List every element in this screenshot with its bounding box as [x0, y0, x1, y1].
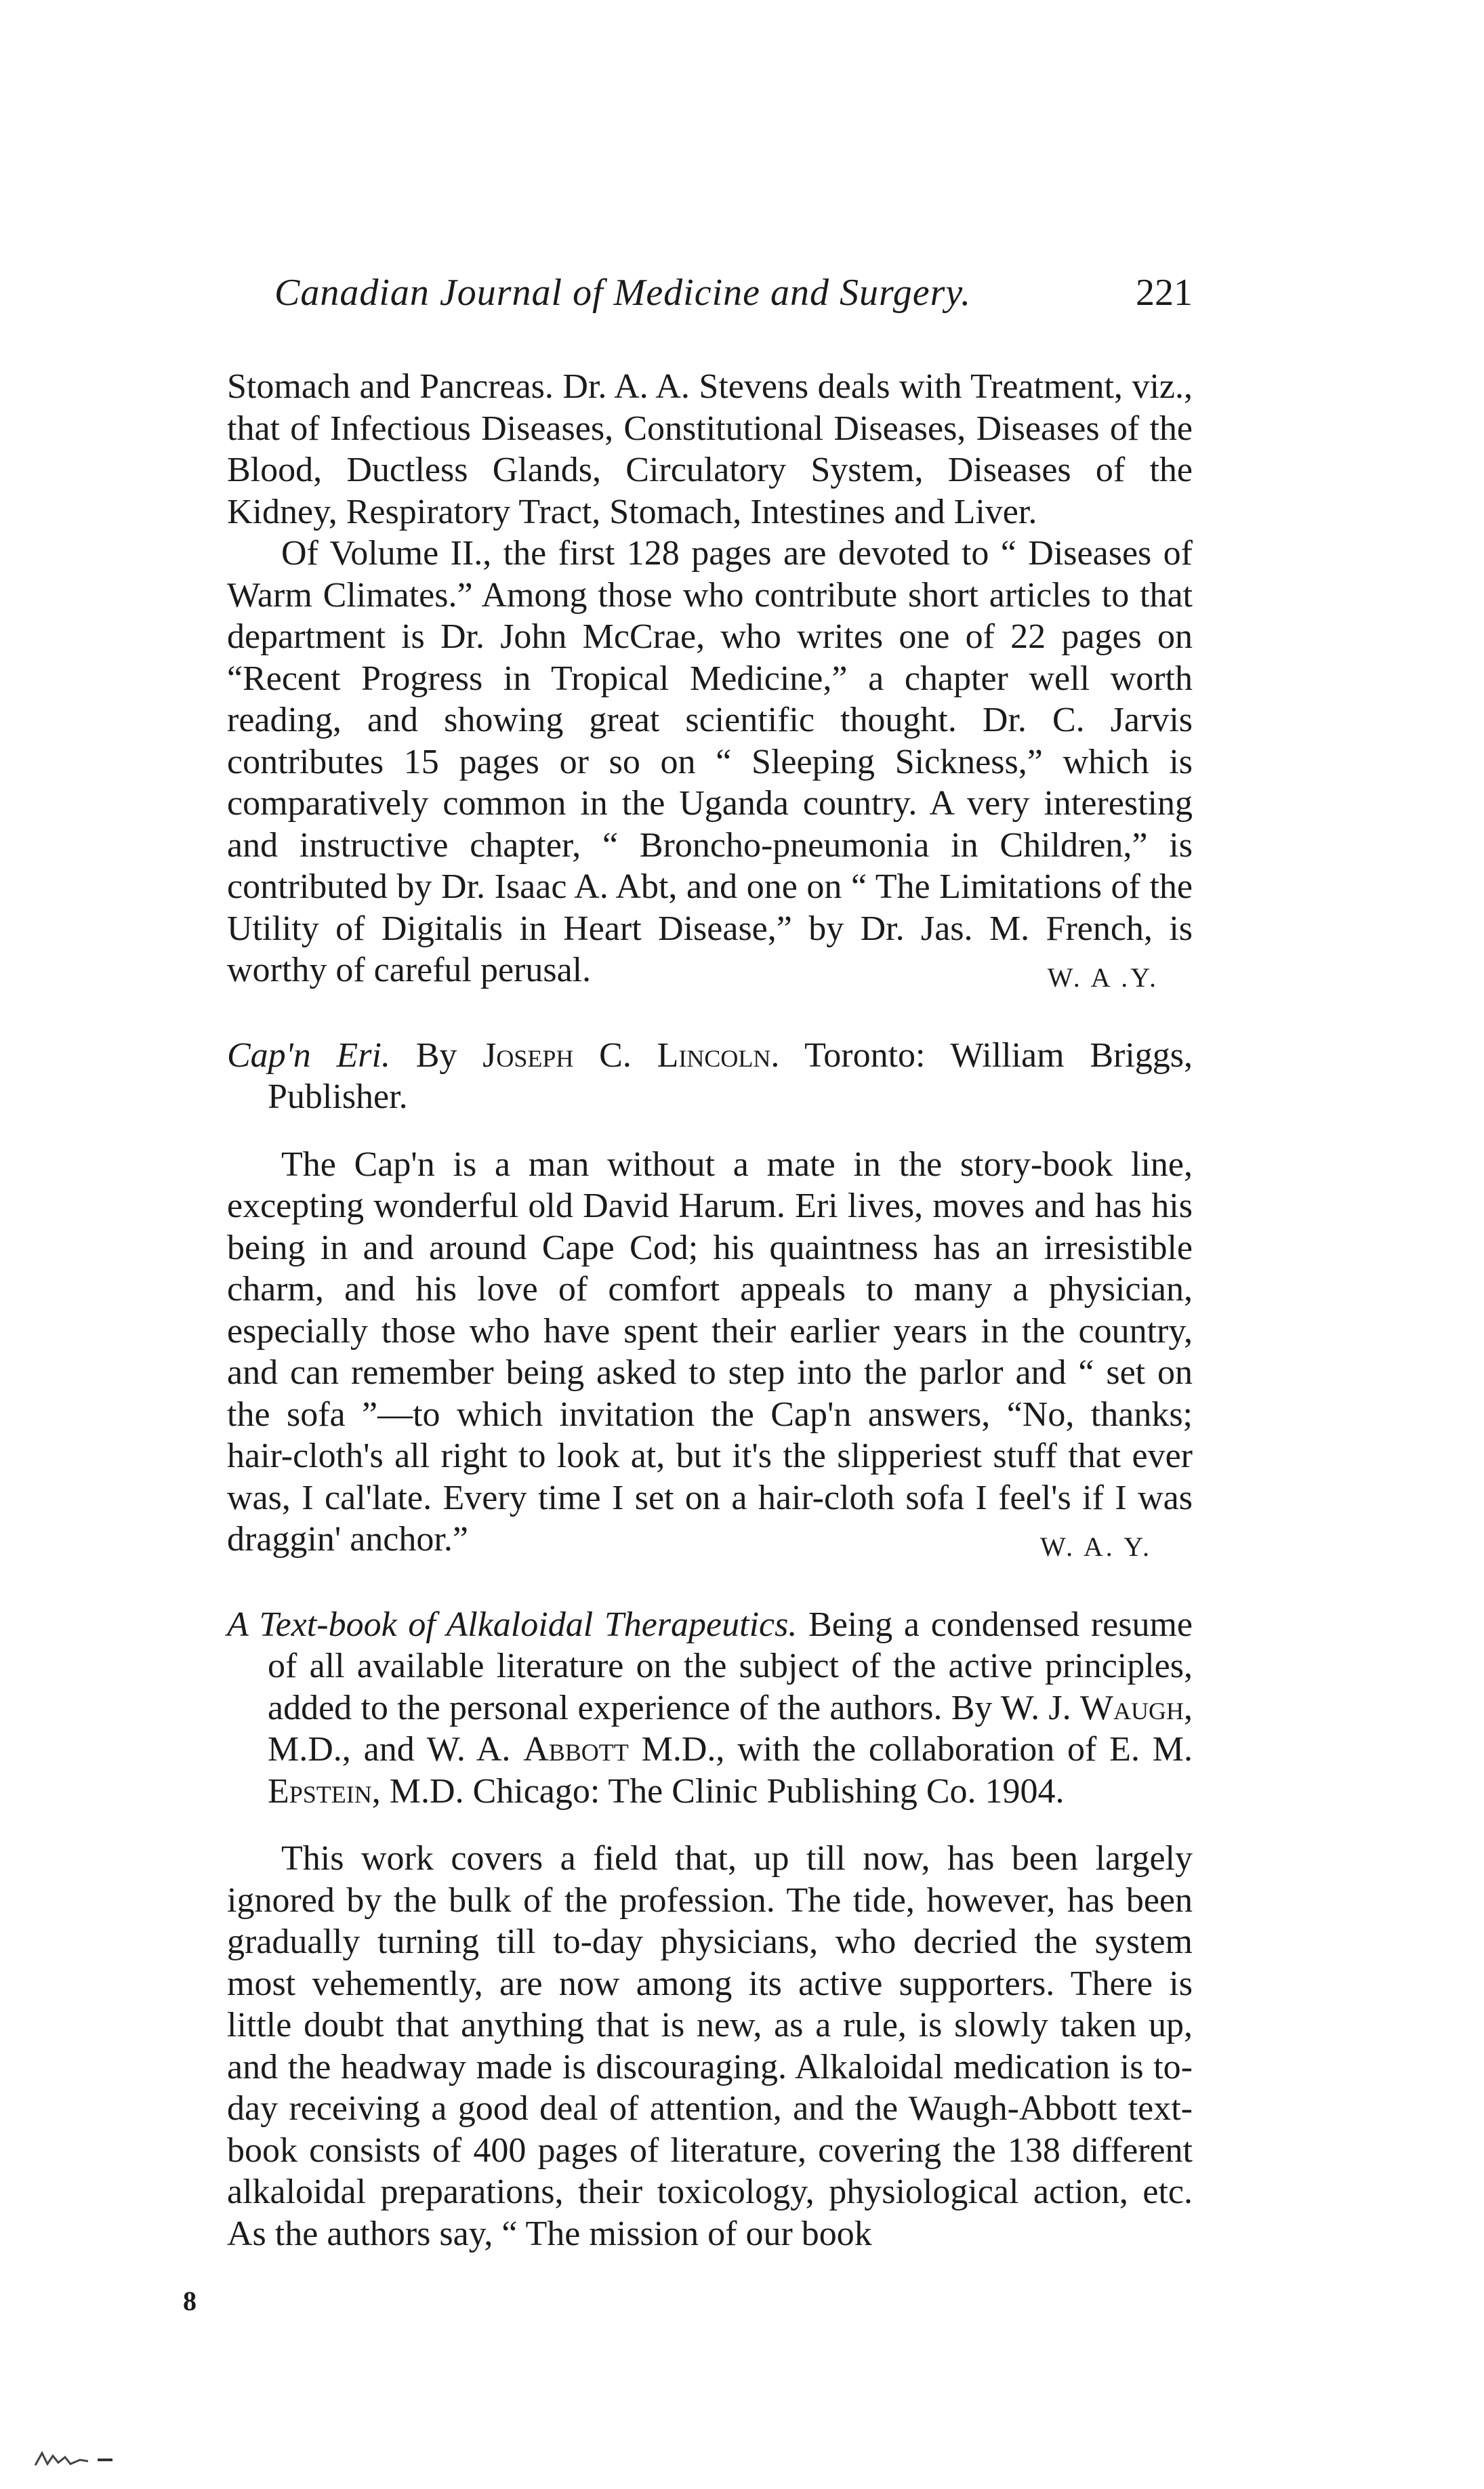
- by-word: By: [415, 1035, 457, 1075]
- paragraph-continued: Stomach and Pancreas. Dr. A. A. Stevens deals with Treatment, viz., that of Infectious Diseases, Constitutional Diseases, Diseases of the Blood, Ductless Glands, Circulatory System, Diseases of the Kidney, Respiratory Tract, Stomach, Intestines and Liver.: [227, 367, 1193, 531]
- spacer: [227, 1118, 1193, 1144]
- page-number: 221: [1136, 272, 1193, 314]
- book-author: Abbott: [523, 1730, 629, 1769]
- paragraph-volume-two: Of Volume II., the first 128 pages are devoted to “ Diseases of Warm Climates.” Among those who contribute short articles to that department is Dr. John McCrae, who writes one of 22 pages on “Recent Progress in Tropical Medicine,” a chapter well worth reading, and showing great scientific thought. Dr. C. Jarvis contributes 15 pages or so on “ Sleeping Sickness,” which is comparatively common in the Uganda country. A very interesting and instructive chapter, “ Broncho-pneumonia in Children,” is contributed by Dr. Isaac A. Abt, and one on “ The Limitations of the Utility of Digitalis in Heart Disease,” by Dr. Jas. M. French, is worthy of careful perusal.: [227, 534, 1193, 989]
- paragraph-alkaloidal-review: This work covers a field that, up till now, has been largely ignored by the bulk of the profession. The tide, however, has been gradually turning till to-day physicians, who decried the system most vehemently, are now among its active supporters. There is little doubt that anything that is new, as a rule, is slowly taken up, and the headway made is discouraging. Alkaloidal medication is to-day receiving a good deal of attention, and the Waugh-Abbott text-book consists of 400 pages of literature, covering the 138 different alkaloidal preparations, their toxicology, physiological action, etc. As the authors say, “ The mission of our book: [227, 1839, 1193, 2253]
- running-header: [227, 271, 1193, 325]
- book-entry-capn-eri: [227, 1035, 1193, 1118]
- book-description: M.D., with the collaboration of E. M.: [641, 1730, 1193, 1769]
- book-author: Epstein,: [268, 1771, 381, 1811]
- scan-smudge: [33, 2446, 121, 2468]
- book-author: Waugh,: [1079, 1688, 1193, 1727]
- book-description: M.D., and W. A.: [268, 1730, 511, 1769]
- body-text: [227, 366, 1193, 2255]
- paragraph-capn-review: The Cap'n is a man without a mate in the story-book line, excepting wonderful old David Harum. Eri lives, moves and has his being in and around Cape Cod; his quaintness has an irresistible charm, and his love of comfort appeals to many a physician, especially those who have spent their earlier years in the country, and can remember being asked to step into the parlor and “ set on the sofa ”—to which invitation the Cap'n answers, “No, thanks; hair-cloth's all right to look at, but it's the slipperiest stuff that ever was, I cal'late. Every time I set on a hair-cloth sofa I feel's if I was draggin' anchor.”: [227, 1145, 1193, 1559]
- book-title: A Text-book of Alkaloidal Therapeutics.: [227, 1605, 798, 1644]
- book-author: Joseph C. Lincoln.: [482, 1035, 780, 1075]
- reviewer-initials: W. A .Y.: [1047, 962, 1159, 993]
- book-description: M.D. Chicago: The Clinic Publishing Co. 1904.: [389, 1771, 1065, 1811]
- spacer: [227, 991, 1193, 1035]
- signature-mark: 8: [183, 2286, 197, 2316]
- spacer: [227, 1812, 1193, 1838]
- reviewer-initials: W. A. Y.: [1039, 1531, 1152, 1562]
- book-description: Being a condensed resume of all available literature on the subject of the active principles, added to the personal experience of the authors. By W. J.: [268, 1605, 1193, 1727]
- book-entry-alkaloidal: [227, 1604, 1193, 1813]
- journal-title: Canadian Journal of Medicine and Surgery.: [274, 272, 972, 314]
- book-title: Cap'n Eri.: [227, 1035, 390, 1075]
- spacer: [227, 1561, 1193, 1604]
- book-publisher: Toronto: William Briggs, Publisher.: [268, 1035, 1193, 1116]
